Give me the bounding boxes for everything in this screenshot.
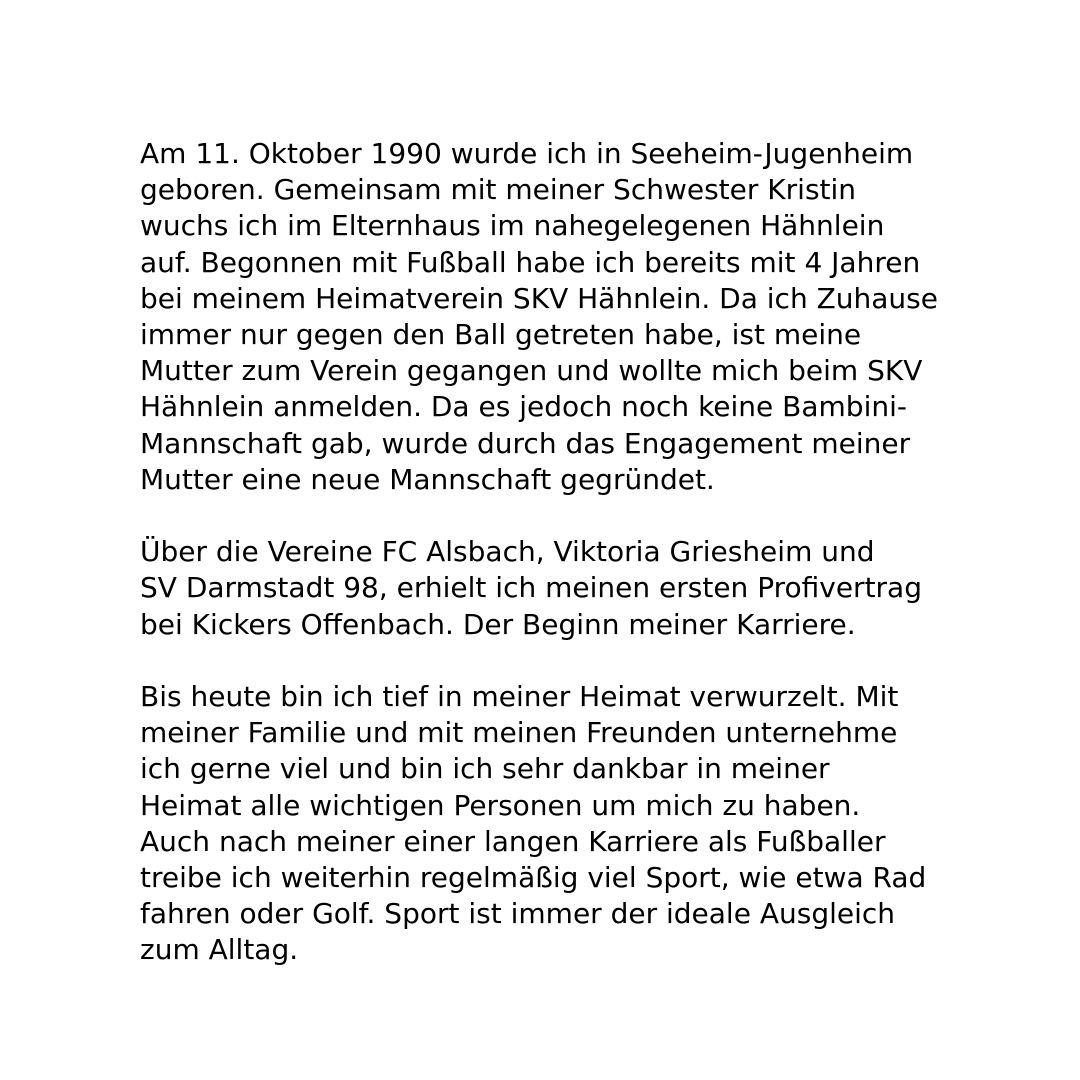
text-line: bei meinem Heimatverein SKV Hähnlein. Da ich Zuhause	[140, 281, 938, 315]
text-line: fahren oder Golf. Sport ist immer der ideale Ausgleich	[140, 897, 896, 931]
text-line: Mannschaft gab, wurde durch das Engagement meiner	[140, 426, 911, 460]
text-line: Über die Vereine FC Alsbach, Viktoria Griesheim und	[140, 535, 875, 569]
text-line: wuchs ich im Elternhaus im nahegelegenen Hähnlein	[140, 209, 885, 243]
text-line: Mutter zum Verein gegangen und wollte mich beim SKV	[140, 354, 923, 388]
text-line: geboren. Gemeinsam mit meiner Schwester Kristin	[140, 173, 857, 207]
text-line: Hähnlein anmelden. Da es jedoch noch keine Bambini-	[140, 390, 907, 424]
text-line: auf. Begonnen mit Fußball habe ich bereits mit 4 Jahren	[140, 245, 921, 279]
text-line: zum Alltag.	[140, 933, 299, 967]
text-line: SV Darmstadt 98, erhielt ich meinen ersten Profivertrag	[140, 571, 922, 605]
paragraph-home-and-sport	[140, 679, 1020, 969]
text-line: Heimat alle wichtigen Personen um mich zu haben.	[140, 788, 861, 822]
text-line: ich gerne viel und bin ich sehr dankbar in meiner	[140, 752, 830, 786]
text-line: meiner Familie und mit meinen Freunden unternehme	[140, 716, 898, 750]
paragraph-career-start	[140, 534, 1020, 643]
text-line: immer nur gegen den Ball getreten habe, ist meine	[140, 318, 862, 352]
paragraph-childhood	[140, 136, 1020, 498]
text-line: Auch nach meiner einer langen Karriere als Fußballer	[140, 824, 886, 858]
text-line: Bis heute bin ich tief in meiner Heimat verwurzelt. Mit	[140, 680, 899, 714]
text-line: bei Kickers Offenbach. Der Beginn meiner Karriere.	[140, 607, 856, 641]
text-line: Mutter eine neue Mannschaft gegründet.	[140, 462, 715, 496]
text-line: treibe ich weiterhin regelmäßig viel Sport, wie etwa Rad	[140, 861, 927, 895]
biography-text	[140, 136, 1020, 969]
text-line: Am 11. Oktober 1990 wurde ich in Seeheim-Jugenheim	[140, 137, 914, 170]
